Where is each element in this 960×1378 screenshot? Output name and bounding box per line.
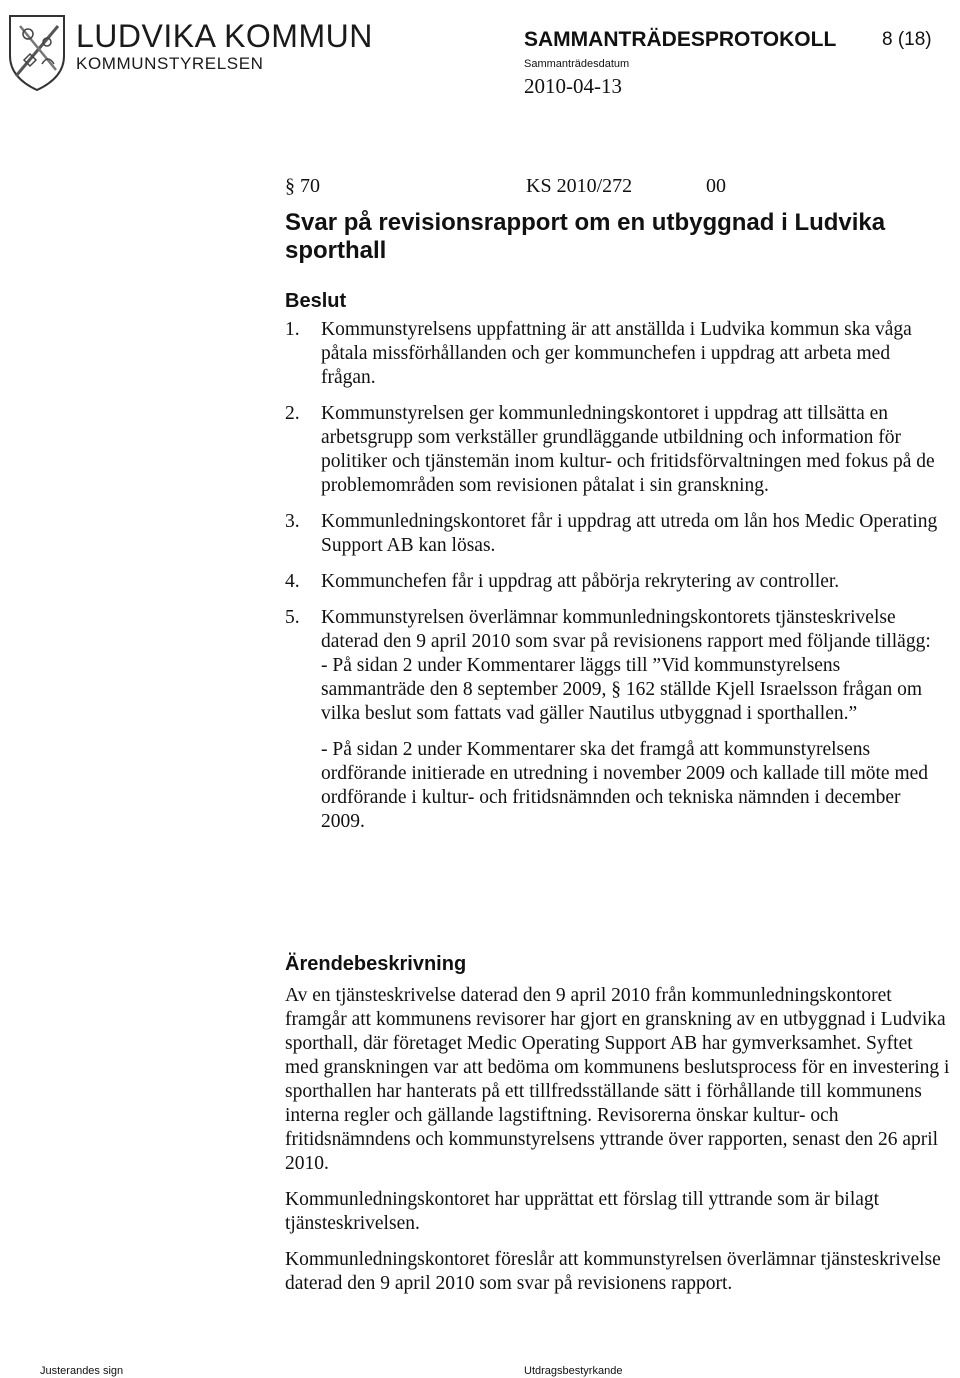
decision-item (285, 570, 940, 594)
decision-item (285, 606, 940, 834)
footer-sign-label: Justerandes sign (40, 1365, 124, 1377)
decision-number: 1. (285, 319, 300, 340)
decision-item (285, 510, 940, 558)
description-body (285, 984, 950, 1308)
decision-text: Kommunstyrelsens uppfattning är att anställda i Ludvika kommun ska våga påtala missförhållanden och ger kommunchefen i uppdrag att arbeta med frågan. (321, 319, 912, 388)
decision-number: 4. (285, 571, 300, 592)
case-number: KS 2010/272 (526, 175, 633, 197)
decision-text: Kommunstyrelsen ger kommunledningskontoret i uppdrag att tillsätta en arbetsgrupp som verkställer grundläggande utbildning och information för politiker och tjänstemän inom kultur- och fritidsförvaltningen med fokus på de problemområden som revisionen påtalat i sin granskning. (321, 403, 935, 496)
description-paragraph: Kommunledningskontoret har upprättat ett förslag till yttrande som är bilagt tjänsteskrivelsen. (285, 1189, 880, 1234)
description-paragraph: Av en tjänsteskrivelse daterad den 9 april 2010 från kommunledningskontoret framgår att kommunens revisorer har gjort en granskning av en utbyggnad i Ludvika sporthall, där företaget Medic Operating Support AB har gymverksamhet. Syftet med granskningen var att bedöma om kommunens beslutsprocess för en investering i sporthallen har hanterats på ett tillfredsställande sätt i förhållande till kommunens interna regler och gällande lagstiftning. Revisorerna önskar kultur- och fritidsnämndens och kommunstyrelsens yttrande över rapporten, senast den 26 april 2010. (285, 985, 950, 1174)
description-heading: Ärendebeskrivning (285, 953, 467, 975)
decision-list (285, 318, 940, 846)
decision-number: 5. (285, 607, 300, 628)
decision-text: Kommunstyrelsen överlämnar kommunledningskontorets tjänsteskrivelse daterad den 9 april 2010 som svar på revisionens rapport med följande tillägg: - På sidan 2 under Kommentarer läggs till ”Vid kommunstyrelsens sammanträde den 8 september 2009, § 162 ställde Kjell Israelsson frågan om vilka beslut som fattats vad gäller Nautilus utbyggnad i sporthallen.” (321, 607, 931, 724)
footer-certification-label: Utdragsbestyrkande (524, 1365, 623, 1377)
coat-of-arms-icon (6, 12, 68, 92)
decision-text: Kommunledningskontoret får i uppdrag att utreda om lån hos Medic Operating Support AB kan lösas. (321, 511, 938, 556)
paragraph-number: § 70 (285, 175, 320, 197)
org-name: LUDVIKA KOMMUN (76, 18, 373, 54)
decision-text: - På sidan 2 under Kommentarer ska det framgå att kommunstyrelsens ordförande initierade en utredning i november 2009 och kallade till möte med ordförande i kultur- och fritidsnämnden och tekniska nämnden i december 2009. (321, 739, 929, 832)
decision-text: Kommunchefen får i uppdrag att påbörja rekrytering av controller. (321, 571, 840, 592)
document-title: SAMMANTRÄDESPROTOKOLL (524, 28, 837, 51)
section-title: Svar på revisionsrapport om en utbyggnad i Ludvika sporthall (285, 209, 886, 264)
date-label: Sammanträdesdatum (524, 58, 630, 70)
decision-number: 3. (285, 511, 300, 532)
org-subtitle: KOMMUNSTYRELSEN (76, 54, 264, 73)
decision-heading: Beslut (285, 290, 347, 312)
meeting-date: 2010-04-13 (524, 74, 622, 98)
decision-item (285, 318, 940, 390)
page-number: 8 (18) (882, 29, 932, 50)
decision-number: 2. (285, 403, 300, 424)
description-paragraph: Kommunledningskontoret föreslår att kommunstyrelsen överlämnar tjänsteskrivelse daterad den 9 april 2010 som svar på revisionens rapport. (285, 1249, 941, 1294)
decision-item (285, 402, 940, 498)
case-code: 00 (706, 175, 726, 197)
